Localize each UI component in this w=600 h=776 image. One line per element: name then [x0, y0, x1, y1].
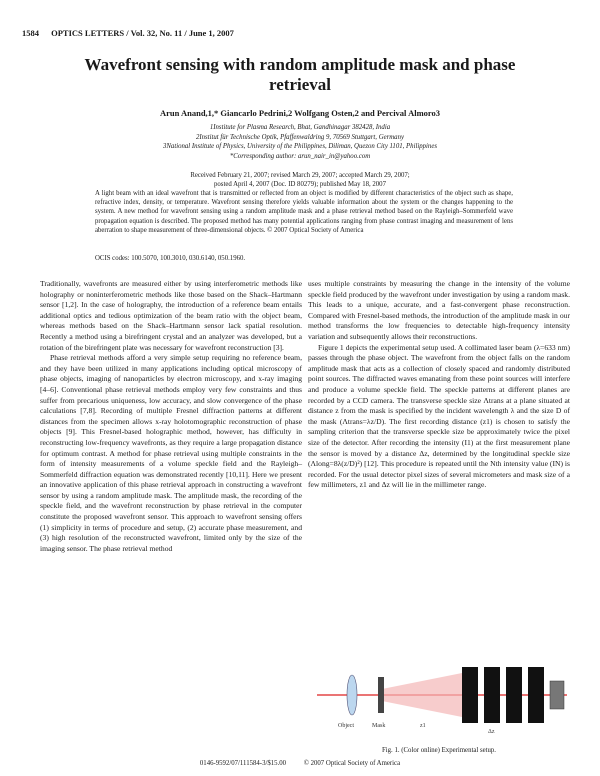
affiliation-1: 1Institute for Plasma Research, Bhat, Gandhinagar 382428, India [209, 124, 391, 131]
random-mask [378, 677, 384, 713]
journal-citation: OPTICS LETTERS / Vol. 32, No. 11 / June 1, 2007 [51, 28, 234, 38]
affiliations [40, 123, 560, 161]
copyright-notice: © 2007 Optical Society of America [303, 760, 401, 767]
object-label: Object [338, 723, 354, 729]
ocis-codes: OCIS codes: 100.5070, 100.3010, 030.6140, 050.1960. [95, 255, 246, 262]
speckle-plane-2 [484, 667, 500, 723]
speckle-plane-3 [506, 667, 522, 723]
page-number: 1584 [22, 28, 39, 38]
dz-label: Δz [488, 729, 495, 735]
affiliation-3: 3National Institute of Physics, University of the Philippines, Diliman, Quezon City 1101, Philippines [163, 143, 437, 150]
beam-cone [382, 673, 462, 717]
paper-title: Wavefront sensing with random amplitude mask and phase retrieval [84, 55, 516, 94]
figure-caption: Fig. 1. (Color online) Experimental setup. [381, 747, 497, 754]
mask-label: Mask [372, 723, 386, 729]
ccd-camera [550, 681, 564, 709]
speckle-plane-1 [462, 667, 478, 723]
object-lens [347, 675, 357, 715]
received-line-1: Received February 21, 2007; revised March 29, 2007; accepted March 29, 2007; [190, 172, 410, 179]
z1-label: z1 [420, 723, 426, 729]
received-dates [40, 171, 560, 189]
running-header [22, 28, 234, 38]
body-paragraph: Traditionally, wavefronts are measured either by using interferometric methods like holography or noninterferometric methods like those based on the Shack–Hartmann sensor [1,2]. In the case of holography, the introduction of a reference beam entails additional optics and tedious optimization of the beam ratio with the object beam, whereas methods based on the Shack–Hartmann sensor lack spatial resolution. Recently a method using a birefringent crystal and an analyzer was developed, but a rotation of the birefringent plate was necessary for wavefront reconstruction [3]. [40, 279, 302, 352]
abstract: A light beam with an ideal wavefront that is transmitted or reflected from an object is modified by different characteristics of the object such as shape, refractive index, density, or temperature. Wavefront sensing therefore yields valuable information about the system or the changes happening to the system. A new method for wavefront sensing using a random amplitude mask and a phase retrieval method based on the Rayleigh–Sommerfeld wave propagation equation is described. The proposed method has many potential applications ranging from phase contrast imaging and measurement of lens aberration to shape measurement of three-dimensional objects. © 2007 Optical Society of America [95, 190, 513, 234]
article-code: 0146-9592/07/111584-3/$15.00 [199, 760, 287, 767]
body-paragraph: uses multiple constraints by measuring the change in the intensity of the volume speckle field produced by the wavefront under investigation by using a random mask. This leads to a unique, accurate, and a fast-convergent phase reconstruction. Compared with Fresnel-based methods, the introduction of the amplitude mask in our method transforms the low frequencies to detectable high-frequency intensity variation and subsequently allows their reconstructions. [308, 279, 570, 341]
page-footer [0, 760, 600, 767]
left-column [40, 279, 302, 554]
author-list: Arun Anand,1,* Giancarlo Pedrini,2 Wolfgang Osten,2 and Percival Almoro3 [159, 108, 441, 118]
body-paragraph: Phase retrieval methods afford a very simple setup requiring no reference beam, and they have been utilized in many applications including optical microscopy of phase objects, imaging of nanoparticles by electron microscopy, and x-ray imaging [4–6]. Conventional phase retrieval methods employ very few constraints and thus suffer from precarious uniqueness, low accuracy, and slow convergence of the phase calculations [7,8]. Recording of multiple Fresnel diffraction patterns at different distances from the specimen allows x-ray holotomographic reconstruction of phase objects [9]. This Fresnel-based holographic method, however, has difficulty in reconstructing low-frequency wavefronts, as they require a large propagation distance for optimum contrast. A method for phase retrieval using multiple constraints in the form of intensity measurements of a volume speckle field and the Rayleigh–Sommerfeld diffraction equation was demonstrated recently [10,11]. Here we present an innovative application of this phase retrieval approach in constructing a wavefront sensor by using a random amplitude mask. The amplitude mask, the recording of the speckle field, and the wavefront reconstruction by phase retrieval in the computer constitute the proposed wavefront sensor. This approach to wavefront sensing offers (1) simplicity in terms of procedure and setup, (2) accurate phase measurement, and (3) high resolution of the reconstructed wavefront, limited only by the size of the imaging sensor. The phase retrieval method [40, 353, 302, 553]
received-line-2: posted April 4, 2007 (Doc. ID 80279); published May 18, 2007 [214, 181, 386, 188]
affiliation-2: 2Institut für Technische Optik, Pfaffenwaldring 9, 70569 Stuttgart, Germany [196, 133, 404, 141]
speckle-plane-4 [528, 667, 544, 723]
body-paragraph: Figure 1 depicts the experimental setup used. A collimated laser beam (λ=633 nm) passes through the phase object. The wavefront from the object falls on the random amplitude mask that acts as a collection of closely spaced and randomly distributed point sources. The diffracted waves emanating from these point sources will interfere and produce a volume speckle field. The speckle patterns at different planes are recorded by a CCD camera. The transverse speckle size Λtrans at a plane situated at distance z from the mask is specified by the incident wavelength λ and the size D of the mask (Λtrans=λz/D). The first recording distance (z1) is chosen to satisfy the sampling criterion that the transverse speckle size be approximately twice the pixel size of the detector. After recording the intensity (I1) at the first measurement plane the sensor is moved by a distance Δz, determined by the longitudinal speckle size (Λlong=8λ(z/D)²) [12]. This procedure is repeated until the Nth intensity value (IN) is recorded. For the usual detector pixel sizes of several micrometers and mask size of a few millimeters, z1 and Δz will lie in the millimeter range. [308, 342, 570, 490]
right-column [308, 279, 570, 491]
corresponding-author: *Corresponding author: arun_nair_in@yahoo.com [229, 152, 371, 160]
experimental-setup-figure [312, 655, 572, 735]
